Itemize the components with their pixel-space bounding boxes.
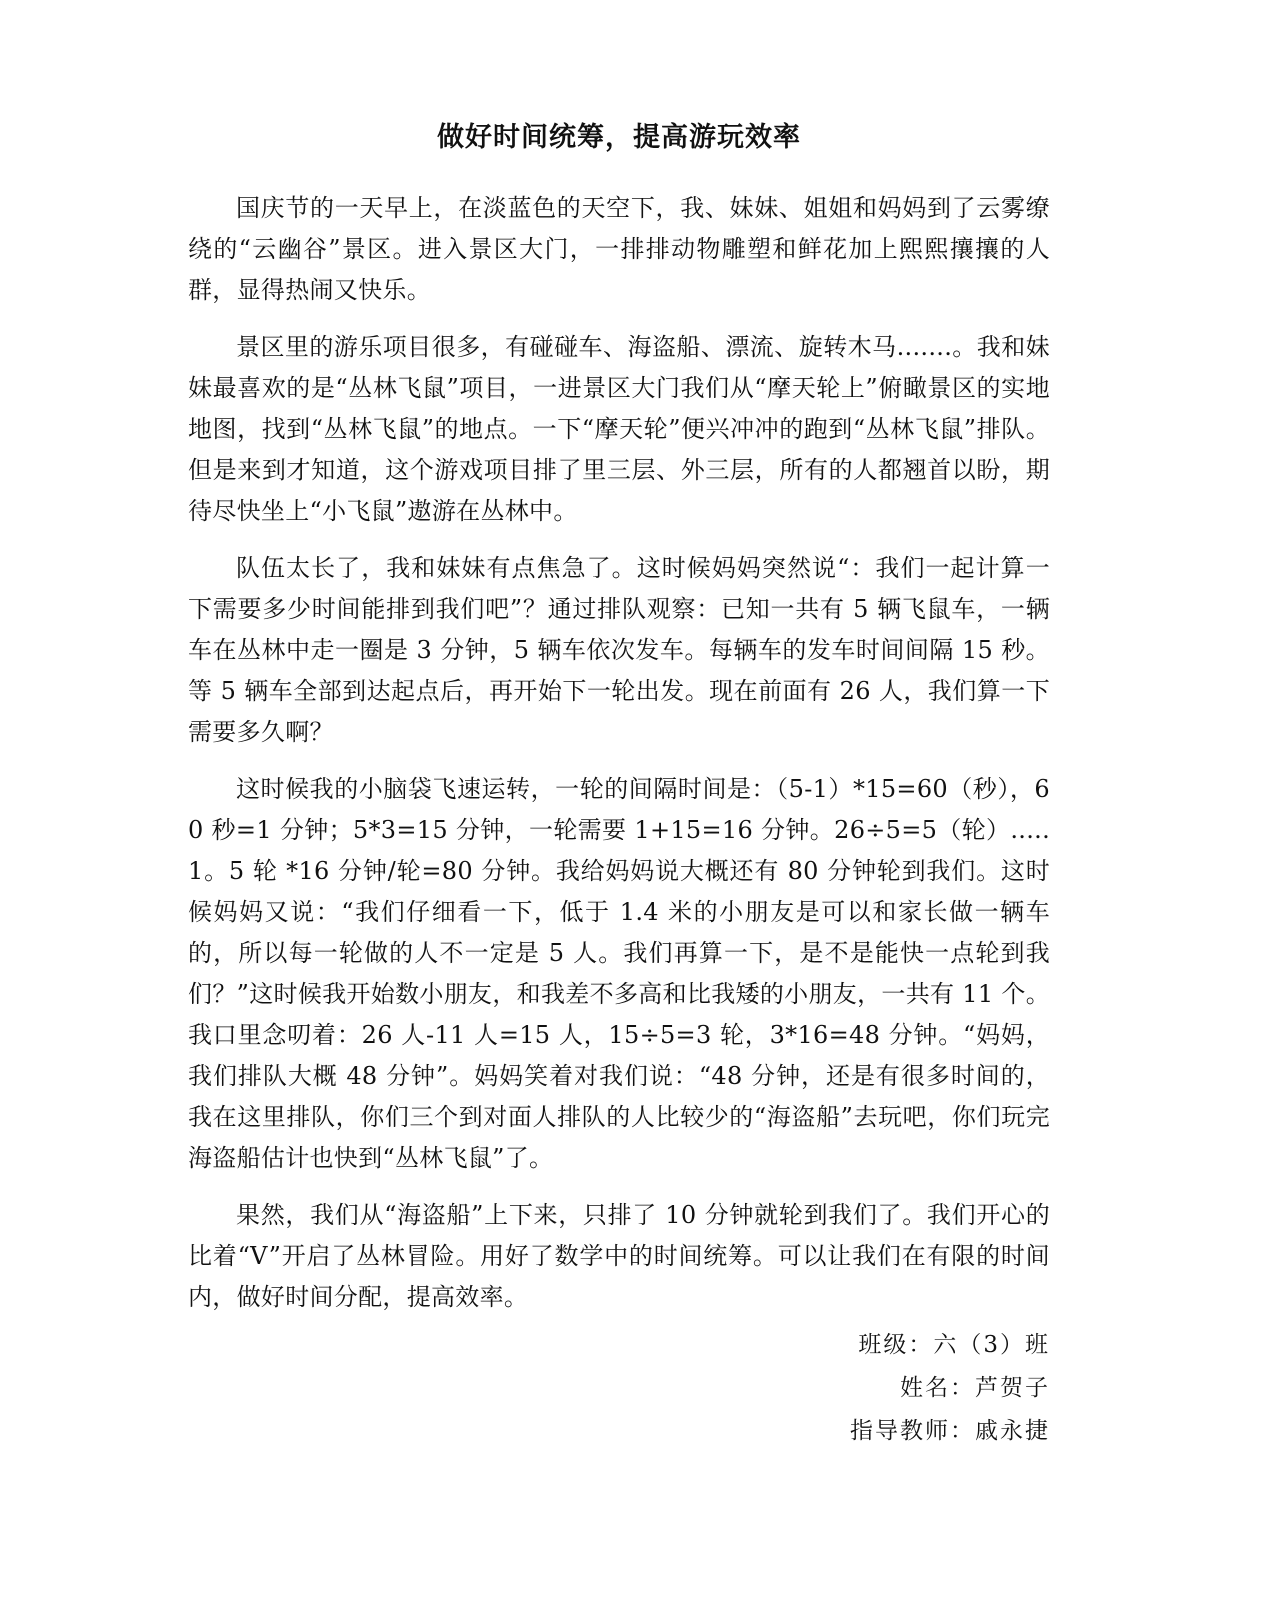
paragraph-4: 这时候我的小脑袋飞速运转，一轮的间隔时间是：（5-1）*15=60（秒），60 秒=1 分钟；5*3=15 分钟，一轮需要 1+15=16 分钟。26÷5=5（轮）.....1。5 轮 *16 分钟/轮=80 分钟。我给妈妈说大概还有 80 分钟轮到我们。这时候妈妈又说：“我们仔细看一下，低于 1.4 米的小朋友是可以和家长做一辆车的，所以每一轮做的人不一定是 5 人。我们再算一下，是不是能快一点轮到我们？”这时候我开始数小朋友，和我差不多高和比我矮的小朋友，一共有 11 个。我口里念叨着：26 人-11 人=15 人，15÷5=3 轮，3*16=48 分钟。“妈妈，我们排队大概 48 分钟”。妈妈笑着对我们说：“48 分钟，还是有很多时间的，我在这里排队，你们三个到对面人排队的人比较少的“海盗船”去玩吧，你们玩完海盗船估计也快到“丛林飞鼠”了。 <box>188 775 1050 1172</box>
document-body <box>188 188 1050 1334</box>
signature-class: 班级：六（3）班 <box>858 1332 1050 1358</box>
paragraph-2: 景区里的游乐项目很多，有碰碰车、海盗船、漂流、旋转木马.......。我和妹妹最喜欢的是“丛林飞鼠”项目，一进景区大门我们从“摩天轮上”俯瞰景区的实地地图，找到“丛林飞鼠”的地点。一下“摩天轮”便兴冲冲的跑到“丛林飞鼠”排队。但是来到才知道，这个游戏项目排了里三层、外三层，所有的人都翘首以盼，期待尽快坐上“小飞鼠”遨游在丛林中。 <box>188 333 1050 525</box>
signature-teacher: 指导教师：戚永捷 <box>850 1418 1050 1444</box>
paragraph-3: 队伍太长了，我和妹妹有点焦急了。这时候妈妈突然说“：我们一起计算一下需要多少时间能排到我们吧”？通过排队观察：已知一共有 5 辆飞鼠车，一辆车在丛林中走一圈是 3 分钟，5 辆车依次发车。每辆车的发车时间间隔 15 秒。等 5 辆车全部到达起点后，再开始下一轮出发。现在前面有 26 人，我们算一下需要多久啊？ <box>188 554 1050 746</box>
document-title: 做好时间统筹，提高游玩效率 <box>437 122 801 153</box>
signature-name: 姓名：芦贺子 <box>900 1375 1050 1401</box>
paragraph-1: 国庆节的一天早上，在淡蓝色的天空下，我、妹妹、姐姐和妈妈到了云雾缭绕的“云幽谷”景区。进入景区大门，一排排动物雕塑和鲜花加上熙熙攘攘的人群，显得热闹又快乐。 <box>188 194 1050 304</box>
paragraph-5: 果然，我们从“海盗船”上下来，只排了 10 分钟就轮到我们了。我们开心的比着“V”开启了丛林冒险。用好了数学中的时间统筹。可以让我们在有限的时间内，做好时间分配，提高效率。 <box>188 1201 1050 1311</box>
